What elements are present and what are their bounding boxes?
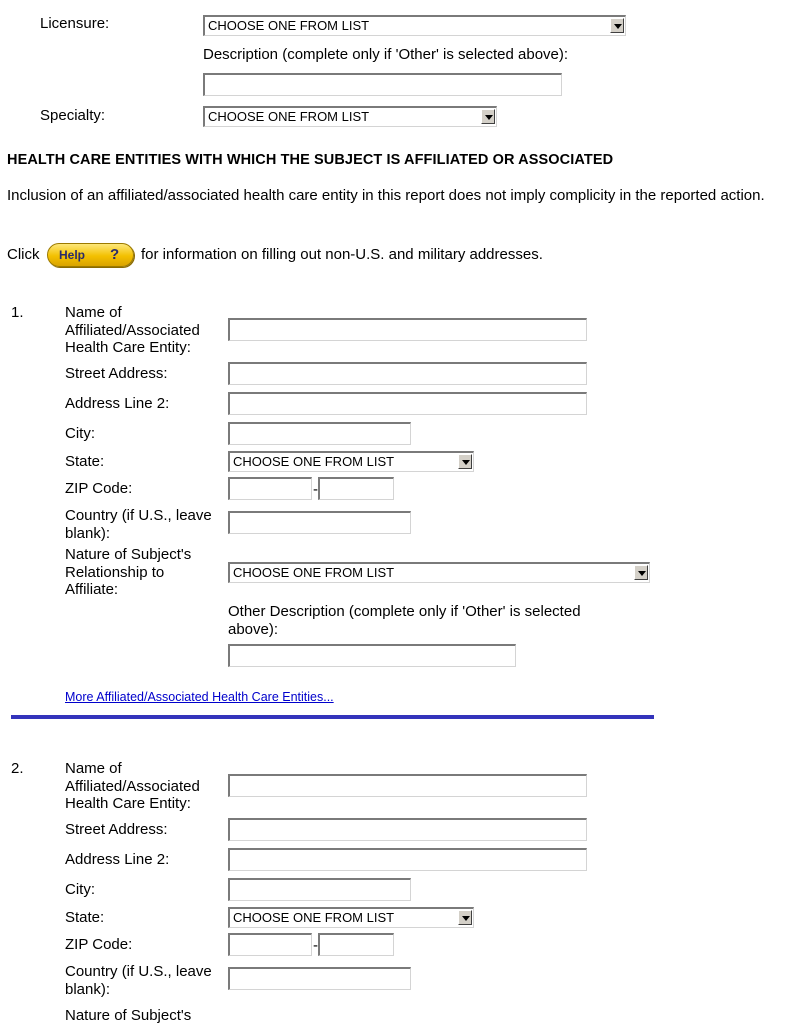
entity-2-address2-label: Address Line 2: — [65, 851, 170, 868]
entity-2-state-value: CHOOSE ONE FROM LIST — [233, 910, 395, 925]
specialty-label: Specialty: — [40, 107, 106, 124]
more-entities-link[interactable]: More Affiliated/Associated Health Care Entities... — [65, 690, 334, 704]
entity-2-street-input[interactable] — [228, 818, 587, 841]
help-button[interactable] — [47, 243, 134, 267]
entity-1-state-select[interactable] — [228, 451, 474, 472]
licensure-description-label: Description (complete only if 'Other' is selected above): — [203, 46, 569, 63]
chevron-down-icon[interactable] — [481, 109, 495, 124]
entity-1-street-label: Street Address: — [65, 365, 168, 382]
entity-1-name-label: Name of Affiliated/Associated Health Care Entity: — [65, 304, 200, 356]
chevron-down-icon[interactable] — [610, 18, 624, 33]
entity-1-other-description-input[interactable] — [228, 644, 516, 667]
entity-1-zip-input[interactable] — [228, 477, 312, 500]
entity-2-country-input[interactable] — [228, 967, 411, 990]
entity-1-relationship-label: Nature of Subject's Relationship to Affiliate: — [65, 546, 192, 598]
help-info-text: for information on filling out non-U.S. and military addresses. — [141, 246, 543, 263]
entity-2-city-label: City: — [65, 881, 95, 898]
chevron-down-icon[interactable] — [458, 454, 472, 469]
entity-2-zip-ext-input[interactable] — [318, 933, 394, 956]
entity-2-state-select[interactable] — [228, 907, 474, 928]
section-disclaimer: Inclusion of an affiliated/associated health care entity in this report does not imply complicity in the reported action. — [7, 187, 765, 204]
entity-1-name-input[interactable] — [228, 318, 587, 341]
entity-2-country-label: Country (if U.S., leave blank): — [65, 963, 212, 998]
entity-1-zip-separator: - — [313, 481, 318, 498]
entity-2-address2-input[interactable] — [228, 848, 587, 871]
entity-1-other-description-label: Other Description (complete only if 'Other' is selected above): — [228, 603, 581, 638]
licensure-select-value: CHOOSE ONE FROM LIST — [208, 18, 370, 33]
entity-1-zip-ext-input[interactable] — [318, 477, 394, 500]
entity-1-zip-label: ZIP Code: — [65, 480, 133, 497]
entity-2-name-input[interactable] — [228, 774, 587, 797]
licensure-select[interactable] — [203, 15, 626, 36]
entity-1-city-input[interactable] — [228, 422, 411, 445]
entity-2-number: 2. — [11, 760, 24, 777]
entity-1-street-input[interactable] — [228, 362, 587, 385]
specialty-select-value: CHOOSE ONE FROM LIST — [208, 109, 370, 124]
entity-1-state-label: State: — [65, 453, 105, 470]
chevron-down-icon[interactable] — [458, 910, 472, 925]
question-icon: ? — [110, 246, 120, 263]
entity-1-relationship-select[interactable] — [228, 562, 650, 583]
chevron-down-icon[interactable] — [634, 565, 648, 580]
entity-1-number: 1. — [11, 304, 24, 321]
entity-1-state-value: CHOOSE ONE FROM LIST — [233, 454, 395, 469]
click-label: Click — [7, 246, 40, 263]
section-divider — [11, 715, 654, 719]
entity-1-address2-input[interactable] — [228, 392, 587, 415]
entity-1-address2-label: Address Line 2: — [65, 395, 170, 412]
entity-2-city-input[interactable] — [228, 878, 411, 901]
licensure-description-input[interactable] — [203, 73, 562, 96]
entity-1-country-input[interactable] — [228, 511, 411, 534]
entity-2-zip-input[interactable] — [228, 933, 312, 956]
section-heading: HEALTH CARE ENTITIES WITH WHICH THE SUBJECT IS AFFILIATED OR ASSOCIATED — [7, 152, 614, 168]
entity-1-city-label: City: — [65, 425, 95, 442]
entity-2-street-label: Street Address: — [65, 821, 168, 838]
entity-2-zip-label: ZIP Code: — [65, 936, 133, 953]
entity-2-zip-separator: - — [313, 937, 318, 954]
entity-2-relationship-label: Nature of Subject's — [65, 1007, 192, 1024]
entity-2-name-label: Name of Affiliated/Associated Health Care Entity: — [65, 760, 200, 812]
help-button-label: Help — [59, 248, 86, 262]
entity-1-relationship-value: CHOOSE ONE FROM LIST — [233, 565, 395, 580]
licensure-label: Licensure: — [40, 15, 110, 32]
entity-1-country-label: Country (if U.S., leave blank): — [65, 507, 212, 542]
entity-2-state-label: State: — [65, 909, 105, 926]
specialty-select[interactable] — [203, 106, 497, 127]
